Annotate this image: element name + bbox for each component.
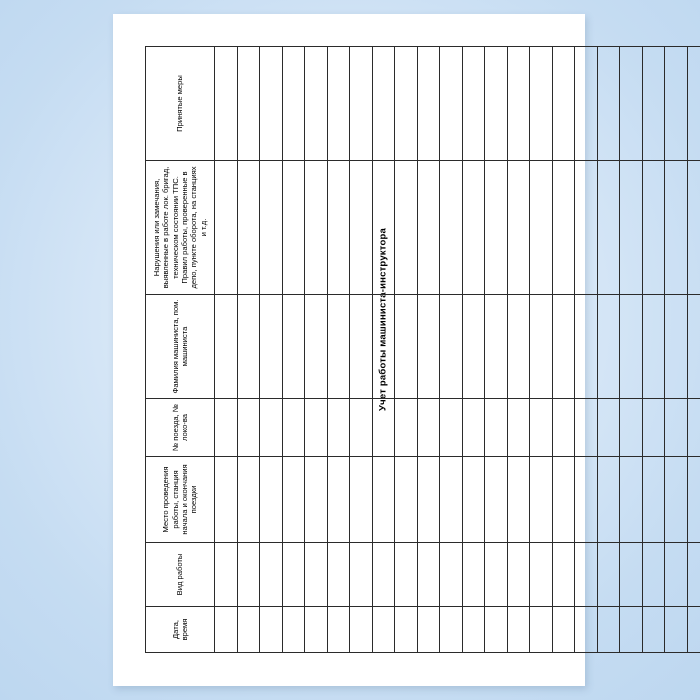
table-row [417, 47, 440, 653]
table-header [146, 47, 215, 653]
table-cell[interactable] [485, 295, 508, 399]
table-cell[interactable] [620, 457, 643, 543]
table-cell[interactable] [417, 295, 440, 399]
table-cell[interactable] [462, 543, 485, 607]
header-row [146, 47, 215, 653]
table-cell[interactable] [597, 161, 620, 295]
table-cell[interactable] [575, 161, 598, 295]
table-cell[interactable] [687, 295, 700, 399]
table-cell[interactable] [552, 457, 575, 543]
table-cell[interactable] [620, 47, 643, 161]
column-header-driver-name [146, 295, 215, 399]
table-cell[interactable] [597, 399, 620, 457]
table-cell[interactable] [552, 47, 575, 161]
table-cell[interactable] [282, 161, 305, 295]
table-cell[interactable] [260, 295, 283, 399]
table-cell[interactable] [642, 399, 665, 457]
table-row [282, 47, 305, 653]
table-cell[interactable] [260, 399, 283, 457]
table-cell[interactable] [260, 161, 283, 295]
table-cell[interactable] [417, 399, 440, 457]
table-cell[interactable] [417, 607, 440, 653]
table-cell[interactable] [372, 295, 395, 399]
table-cell[interactable] [485, 399, 508, 457]
table-cell[interactable] [485, 543, 508, 607]
table-cell[interactable] [350, 457, 373, 543]
table-cell[interactable] [620, 295, 643, 399]
table-body [215, 47, 700, 653]
table-cell[interactable] [597, 47, 620, 161]
table-row [552, 47, 575, 653]
table-cell[interactable] [440, 543, 463, 607]
column-header-measures [146, 47, 215, 161]
table-row [642, 47, 665, 653]
table-cell[interactable] [642, 161, 665, 295]
table-cell[interactable] [642, 457, 665, 543]
table-cell[interactable] [485, 457, 508, 543]
table-cell[interactable] [215, 399, 238, 457]
table-row [372, 47, 395, 653]
table-cell[interactable] [395, 457, 418, 543]
table-cell[interactable] [620, 161, 643, 295]
table-cell[interactable] [507, 399, 530, 457]
table-cell[interactable] [575, 543, 598, 607]
table-cell[interactable] [530, 47, 553, 161]
table-cell[interactable] [665, 543, 688, 607]
table-cell[interactable] [350, 607, 373, 653]
table-cell[interactable] [215, 47, 238, 161]
table-cell[interactable] [305, 607, 328, 653]
table-cell[interactable] [687, 543, 700, 607]
table-cell[interactable] [350, 295, 373, 399]
table-cell[interactable] [620, 399, 643, 457]
table-cell[interactable] [687, 161, 700, 295]
table-cell[interactable] [237, 457, 260, 543]
table-cell[interactable] [282, 399, 305, 457]
table-cell[interactable] [530, 399, 553, 457]
table-cell[interactable] [327, 399, 350, 457]
table-cell[interactable] [597, 543, 620, 607]
column-header-violations-label: Нарушения или замечания, выявленные в работе лок. бригад, техническом состоянии ТПС. Правил работы, проверенные в депо, пункте оборота, на станциях и т.д. [151, 166, 208, 289]
table-cell[interactable] [305, 399, 328, 457]
table-cell[interactable] [687, 47, 700, 161]
column-header-train-number [146, 399, 215, 457]
table-cell[interactable] [350, 399, 373, 457]
table-cell[interactable] [530, 543, 553, 607]
table-cell[interactable] [440, 161, 463, 295]
table-cell[interactable] [440, 399, 463, 457]
table-cell[interactable] [260, 457, 283, 543]
table-cell[interactable] [665, 295, 688, 399]
table-cell[interactable] [462, 607, 485, 653]
table-cell[interactable] [215, 607, 238, 653]
column-header-driver-name-label: Фамилия машиниста, пом. машиниста [170, 299, 189, 394]
table-cell[interactable] [372, 47, 395, 161]
table-cell[interactable] [237, 543, 260, 607]
table-cell[interactable] [395, 47, 418, 161]
table-cell[interactable] [440, 457, 463, 543]
table-cell[interactable] [462, 161, 485, 295]
table-cell[interactable] [237, 47, 260, 161]
table-cell[interactable] [462, 457, 485, 543]
table-cell[interactable] [575, 295, 598, 399]
page-title: Учет работы машиниста-инструктора [377, 228, 389, 411]
column-header-violations [146, 161, 215, 295]
table-cell[interactable] [327, 543, 350, 607]
table-cell[interactable] [597, 457, 620, 543]
table-cell[interactable] [507, 47, 530, 161]
table-cell[interactable] [507, 295, 530, 399]
table-row [597, 47, 620, 653]
table-cell[interactable] [530, 457, 553, 543]
table-cell[interactable] [485, 47, 508, 161]
table-row [350, 47, 373, 653]
table-cell[interactable] [530, 607, 553, 653]
table-cell[interactable] [372, 543, 395, 607]
table-cell[interactable] [462, 399, 485, 457]
table-cell[interactable] [575, 607, 598, 653]
table-cell[interactable] [665, 607, 688, 653]
table-cell[interactable] [350, 47, 373, 161]
table-cell[interactable] [237, 295, 260, 399]
table-cell[interactable] [305, 47, 328, 161]
table-cell[interactable] [440, 295, 463, 399]
table-cell[interactable] [260, 47, 283, 161]
table-row [620, 47, 643, 653]
table-cell[interactable] [282, 607, 305, 653]
table-cell[interactable] [215, 161, 238, 295]
table-cell[interactable] [372, 161, 395, 295]
column-header-work-type-label: Вид работы [175, 553, 185, 596]
table-cell[interactable] [687, 457, 700, 543]
table-cell[interactable] [372, 457, 395, 543]
table-cell[interactable] [507, 607, 530, 653]
table-cell[interactable] [215, 543, 238, 607]
table-cell[interactable] [462, 295, 485, 399]
table-cell[interactable] [575, 399, 598, 457]
table-cell[interactable] [665, 457, 688, 543]
paper-sheet [113, 14, 585, 686]
table-row [327, 47, 350, 653]
table-cell[interactable] [282, 295, 305, 399]
table-cell[interactable] [530, 295, 553, 399]
table-cell[interactable] [552, 295, 575, 399]
table-cell[interactable] [417, 47, 440, 161]
table-cell[interactable] [395, 543, 418, 607]
table-row [237, 47, 260, 653]
table-cell[interactable] [395, 161, 418, 295]
table-cell[interactable] [327, 161, 350, 295]
table-cell[interactable] [620, 543, 643, 607]
table-row [440, 47, 463, 653]
table-row [687, 47, 700, 653]
table-cell[interactable] [282, 457, 305, 543]
table-cell[interactable] [507, 161, 530, 295]
table-cell[interactable] [417, 543, 440, 607]
form-area [113, 14, 585, 686]
table-cell[interactable] [350, 161, 373, 295]
table-cell[interactable] [597, 607, 620, 653]
table-cell[interactable] [237, 161, 260, 295]
table-row [575, 47, 598, 653]
table-cell[interactable] [372, 399, 395, 457]
table-cell[interactable] [552, 161, 575, 295]
table-cell[interactable] [440, 607, 463, 653]
table-cell[interactable] [642, 47, 665, 161]
table-cell[interactable] [575, 457, 598, 543]
table-cell[interactable] [642, 607, 665, 653]
column-header-date-label: Дата, время [170, 618, 189, 641]
table-cell[interactable] [372, 607, 395, 653]
table-cell[interactable] [665, 47, 688, 161]
column-header-measures-label: Принятые меры [175, 75, 185, 132]
table-cell[interactable] [530, 161, 553, 295]
table-cell[interactable] [665, 161, 688, 295]
table-cell[interactable] [575, 47, 598, 161]
table-cell[interactable] [552, 399, 575, 457]
column-header-train-number-label: № поезда, № локо-ва [170, 404, 189, 451]
table-cell[interactable] [395, 607, 418, 653]
table-cell[interactable] [552, 543, 575, 607]
table-cell[interactable] [327, 457, 350, 543]
table-cell[interactable] [327, 607, 350, 653]
table-cell[interactable] [417, 161, 440, 295]
column-header-location [146, 457, 215, 543]
table-row [305, 47, 328, 653]
table-cell[interactable] [552, 607, 575, 653]
table-cell[interactable] [642, 295, 665, 399]
table-cell[interactable] [260, 543, 283, 607]
table-cell[interactable] [395, 295, 418, 399]
table-row [260, 47, 283, 653]
table-cell[interactable] [237, 607, 260, 653]
table-cell[interactable] [395, 399, 418, 457]
table-cell[interactable] [507, 543, 530, 607]
table-cell[interactable] [507, 457, 530, 543]
column-header-location-label: Место проведения работы, станция начала и окончания поездки [161, 464, 199, 535]
table-row [507, 47, 530, 653]
table-cell[interactable] [485, 607, 508, 653]
table-row [395, 47, 418, 653]
table-cell[interactable] [440, 47, 463, 161]
table-cell[interactable] [327, 295, 350, 399]
column-header-date [146, 607, 215, 653]
table-cell[interactable] [305, 161, 328, 295]
table-cell[interactable] [350, 543, 373, 607]
table-cell[interactable] [687, 399, 700, 457]
column-header-work-type [146, 543, 215, 607]
table-cell[interactable] [305, 295, 328, 399]
table-cell[interactable] [417, 457, 440, 543]
table-row [665, 47, 688, 653]
table-row [530, 47, 553, 653]
table-cell[interactable] [305, 457, 328, 543]
table-cell[interactable] [665, 399, 688, 457]
table-cell[interactable] [642, 543, 665, 607]
table-cell[interactable] [282, 47, 305, 161]
table-row [215, 47, 238, 653]
table-cell[interactable] [305, 543, 328, 607]
table-cell[interactable] [485, 161, 508, 295]
table-cell[interactable] [597, 295, 620, 399]
table-cell[interactable] [237, 399, 260, 457]
table-row [462, 47, 485, 653]
table-cell[interactable] [260, 607, 283, 653]
table-cell[interactable] [687, 607, 700, 653]
table-cell[interactable] [327, 47, 350, 161]
table-cell[interactable] [215, 457, 238, 543]
form-table-wrapper [145, 47, 553, 653]
table-cell[interactable] [620, 607, 643, 653]
table-cell[interactable] [282, 543, 305, 607]
table-row [485, 47, 508, 653]
form-table [145, 46, 700, 653]
table-cell[interactable] [215, 295, 238, 399]
table-cell[interactable] [462, 47, 485, 161]
